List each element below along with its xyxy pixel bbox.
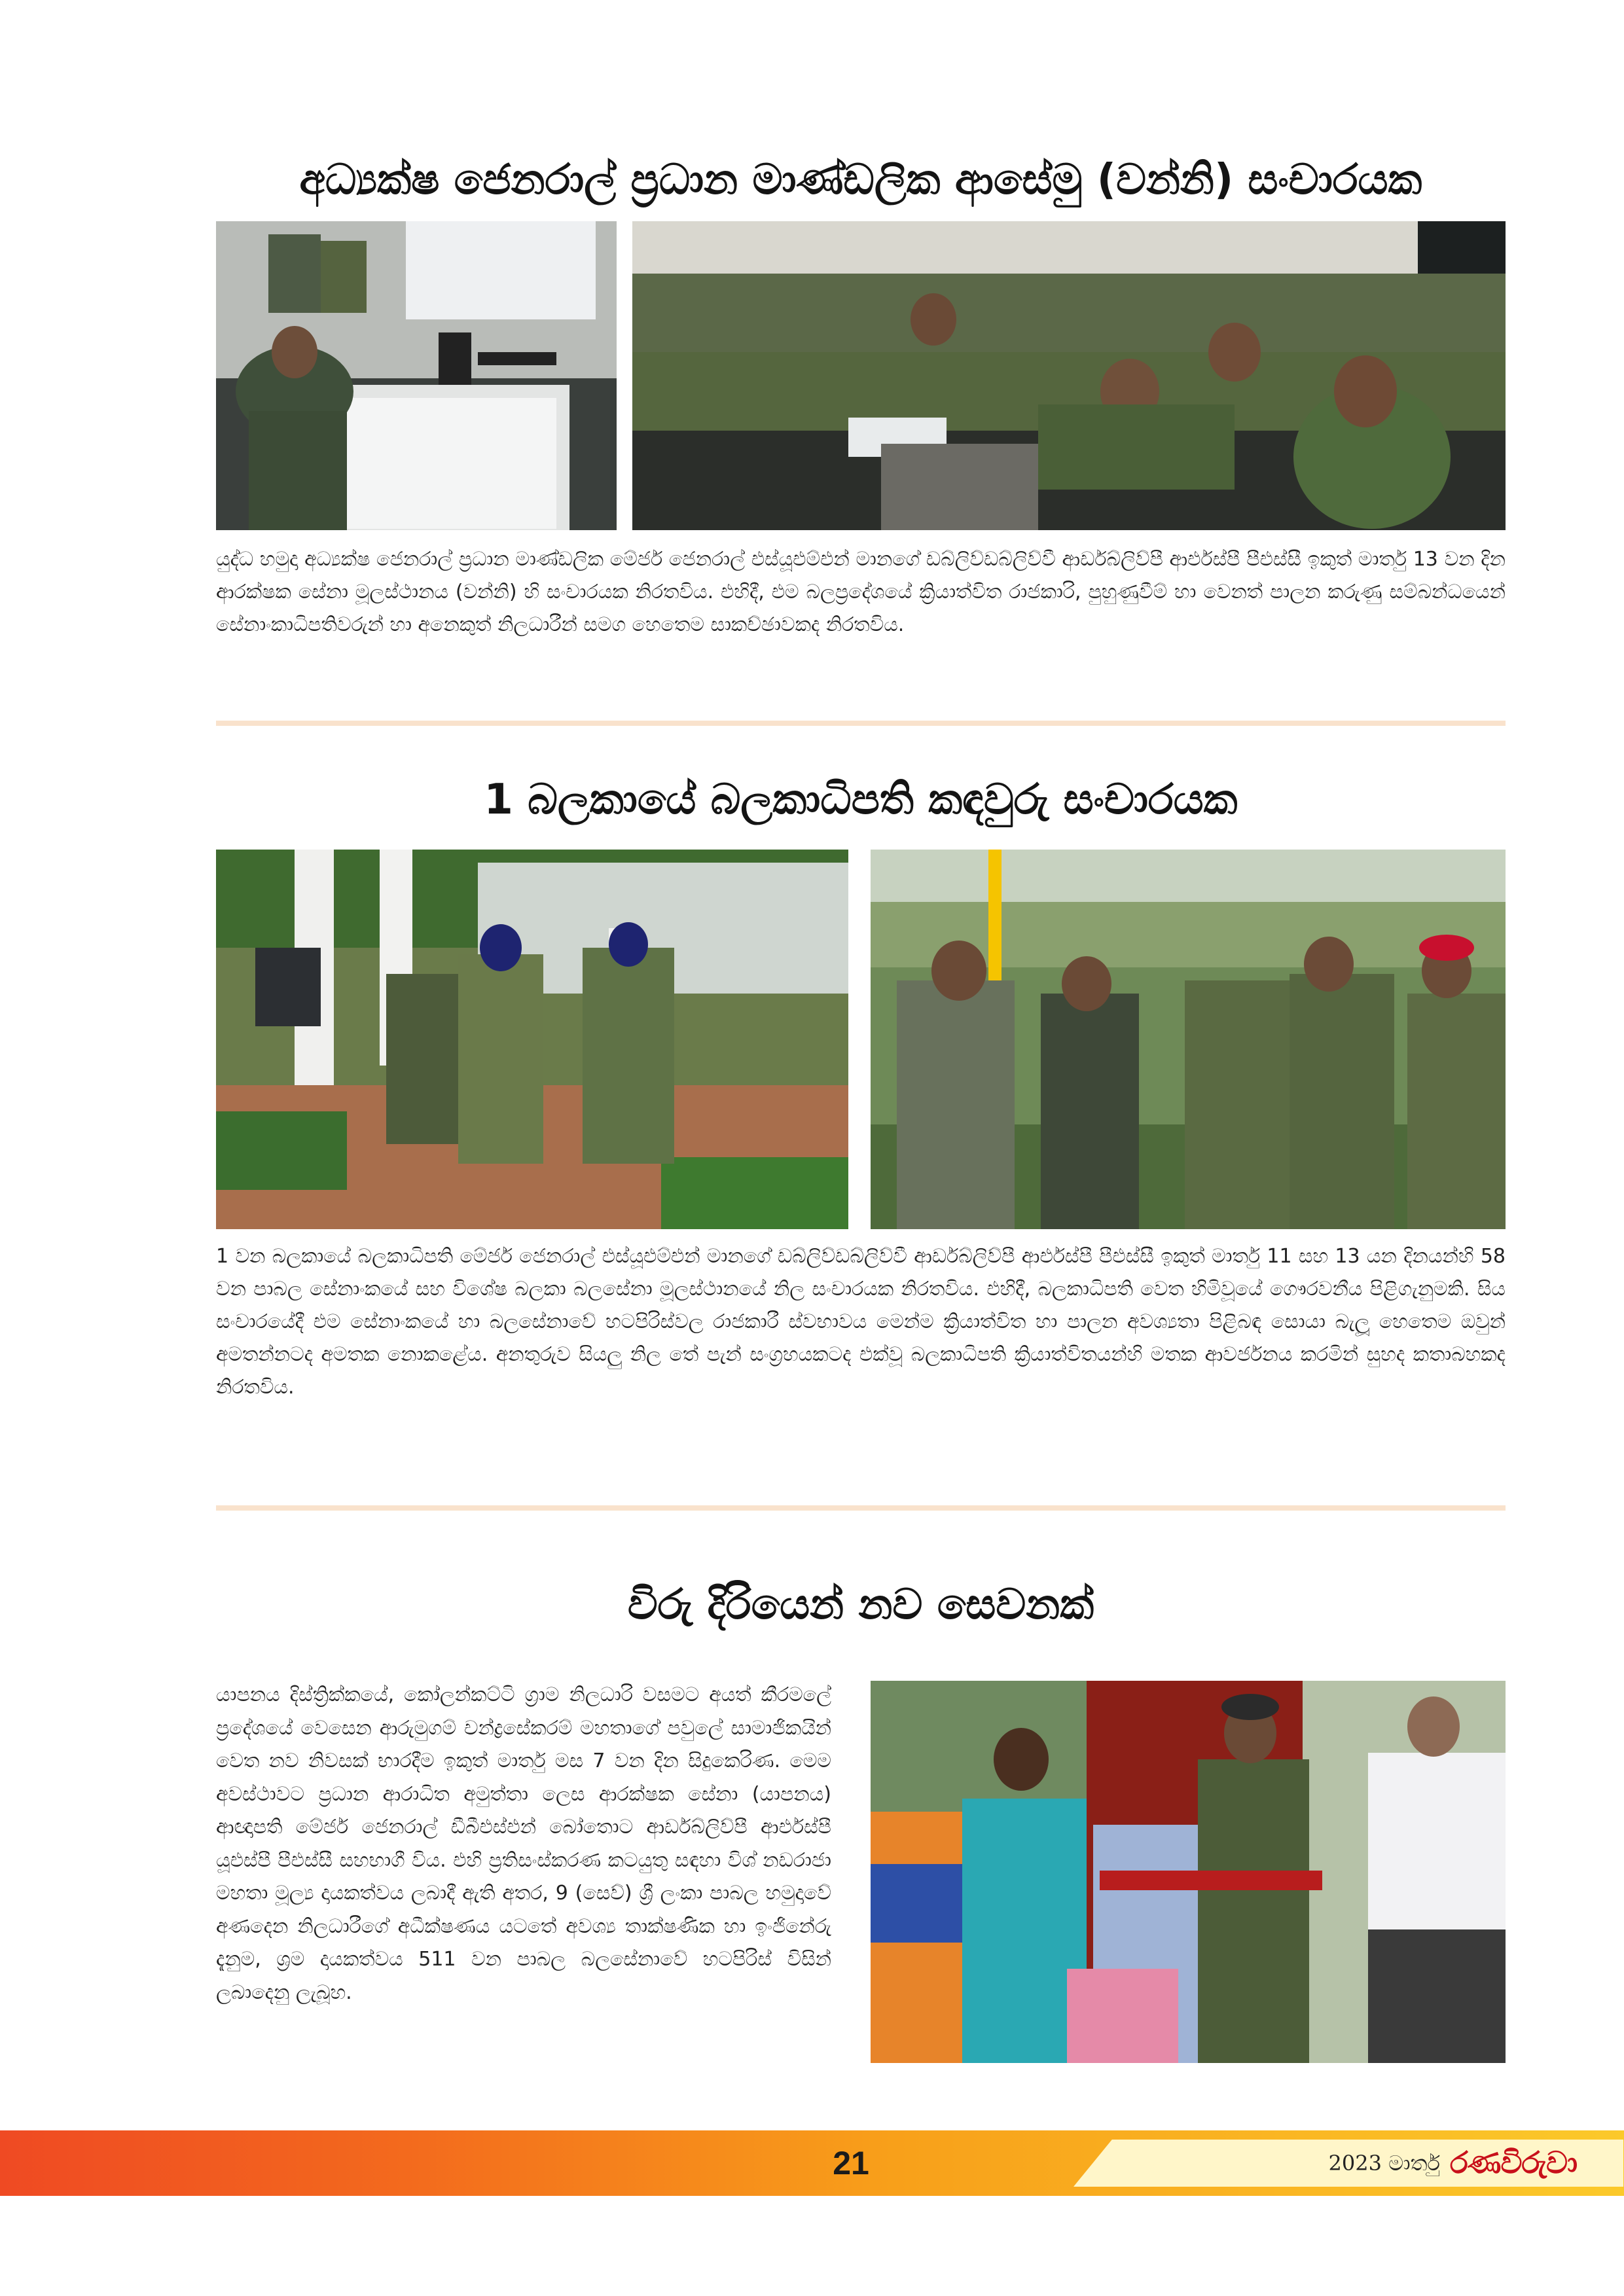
article-1-body: යුද්ධ හමුදා අධ්‍යක්ෂ ජෙනරාල් ප්‍රධාන මාණ්ඩලික මේජර් ජෙනරාල් එස්යූඑම්එන් මානගේ ඩබ්ලිව්ඩබ්ලිව්වී ආර්ඩබ්ලිව්පී ආර්එස්පී පීඑස්සී ඉකුත් මාර්තු 13 වන දින ආරක්ෂක සේනා මූලස්ථානය (වන්නි) හි සංචාරයක නිරතවිය. එහිදී, එම බලප්‍රදේශයේ ක්‍රියාත්විත රාජකාරි, පුහුණුවීම් හා වෙනත් පාලන කරුණු සම්බන්ධයෙන් සේනාංකාධිපතිවරුන් හා අනෙකුත් නිලධාරීන් සමග හෙතෙම සාකච්ඡාවකද නිරතවිය. xyxy=(216,548,1506,636)
page-number: 21 xyxy=(833,2145,869,2181)
photo-briefing-presenter xyxy=(216,221,617,530)
photo-officers-walking xyxy=(216,850,848,1229)
issue-date: 2023 මාර්තු xyxy=(1328,2151,1440,2176)
article-3-headline: විරු දිරියෙන් නව සෙවනක් xyxy=(627,1581,1094,1629)
article-2-headline: 1 බලකායේ බලකාධිපති කඳවුරු සංචාරයක xyxy=(484,776,1238,824)
article-1-headline: අධ්‍යක්ෂ ජෙනරාල් ප්‍රධාන මාණ්ඩලික ආසේමු (වන්නි) සංචාරයක xyxy=(299,156,1422,204)
article-2-body: 1 වන බලකායේ බලකාධිපති මේජර් ජෙනරාල් එස්යූඑම්එන් මානගේ ඩබ්ලිව්ඩබ්ලිව්වී ආර්ඩබ්ලිව්පී ආර්එස්පී පීඑස්සී ඉකුත් මාර්තු 11 සහ 13 යන දිනයන්හි 58 වන පාබල සේනාංකයේ සහ විශේෂ බලකා බලසේනා මූලස්ථානයේ නිල සංචාරයක නිරතවිය. එහිදී, බලකාධිපති වෙත හිමිවූයේ ගෞරවනීය පිළිගැනුමකි. සිය සංචාරයේදී එම සේනාංකයේ හා බලසේනාවේ හටපිරිස්වල රාජකාරී ස්වභාවය මෙන්ම ක්‍රියාත්විත හා පාලන අවශ්‍යතා පිළිබඳ සොයා බැලූ හෙතෙම ඔවුන් අමතන්නටද අමතක නොකළේය. අනතුරුව සියලු නිල තේ පැන් සංග්‍රහයකටද එක්වූ බලකාධිපති ක්‍රියාත්විතයන්හි මතක ආවර්ජනය කරමින් සුහද කතාබහකද නිරතවිය. xyxy=(216,1245,1506,1399)
photo-house-handover xyxy=(871,1681,1506,2063)
magazine-title-logo: රණවිරුවා xyxy=(1450,2145,1578,2180)
section-divider-1 xyxy=(216,721,1506,726)
article-3-body: යාපනය දිස්ත්‍රික්කයේ, කෝලන්කට්ටි ග්‍රාම නිලධාරි වසමට අයත් කීරමලේ ප්‍රදේශයේ වෙසෙන ආරුමුගම් චන්ද්‍රසේකරම් මහතාගේ පවුලේ සාමාජිකයින් වෙත නව නිවසක් භාරදීම ඉකුත් මාර්තු මස 7 වන දින සිදුකෙරිණ. මෙම අවස්ථාවට ප්‍රධාන ආරාධිත අමුත්තා ලෙස ආරක්ෂක සේනා (යාපනය) ආඥාපති මේජර් ජෙනරාල් ඩීබීඑස්එන් බෝතොට ආර්ඩබ්ලිව්පී ආර්එස්පී යූඑස්පී පීඑස්සී සහභාගී විය. එහි ප්‍රතිසංස්කරණ කටයුතු සඳහා විශ් නඩරාජා මහතා මූල්‍ය දායකත්වය ලබාදී ඇති අතර, 9 (සෙව්) ශ්‍රී ලංකා පාබල හමුදාවේ අණදෙන නිලධාරීගේ අධීක්ෂණය යටතේ අවශ්‍ය තාක්ෂණික හා ඉංජිනේරු දැනුම, ශ්‍රම දායකත්වය 511 වන පාබල බලසේනාවේ හටපිරිස් විසින් ලබාදෙනු ලැබූහ. xyxy=(216,1683,831,2004)
photo-handshake-greeting xyxy=(871,850,1506,1229)
photo-conference-room xyxy=(632,221,1506,530)
section-divider-2 xyxy=(216,1505,1506,1511)
